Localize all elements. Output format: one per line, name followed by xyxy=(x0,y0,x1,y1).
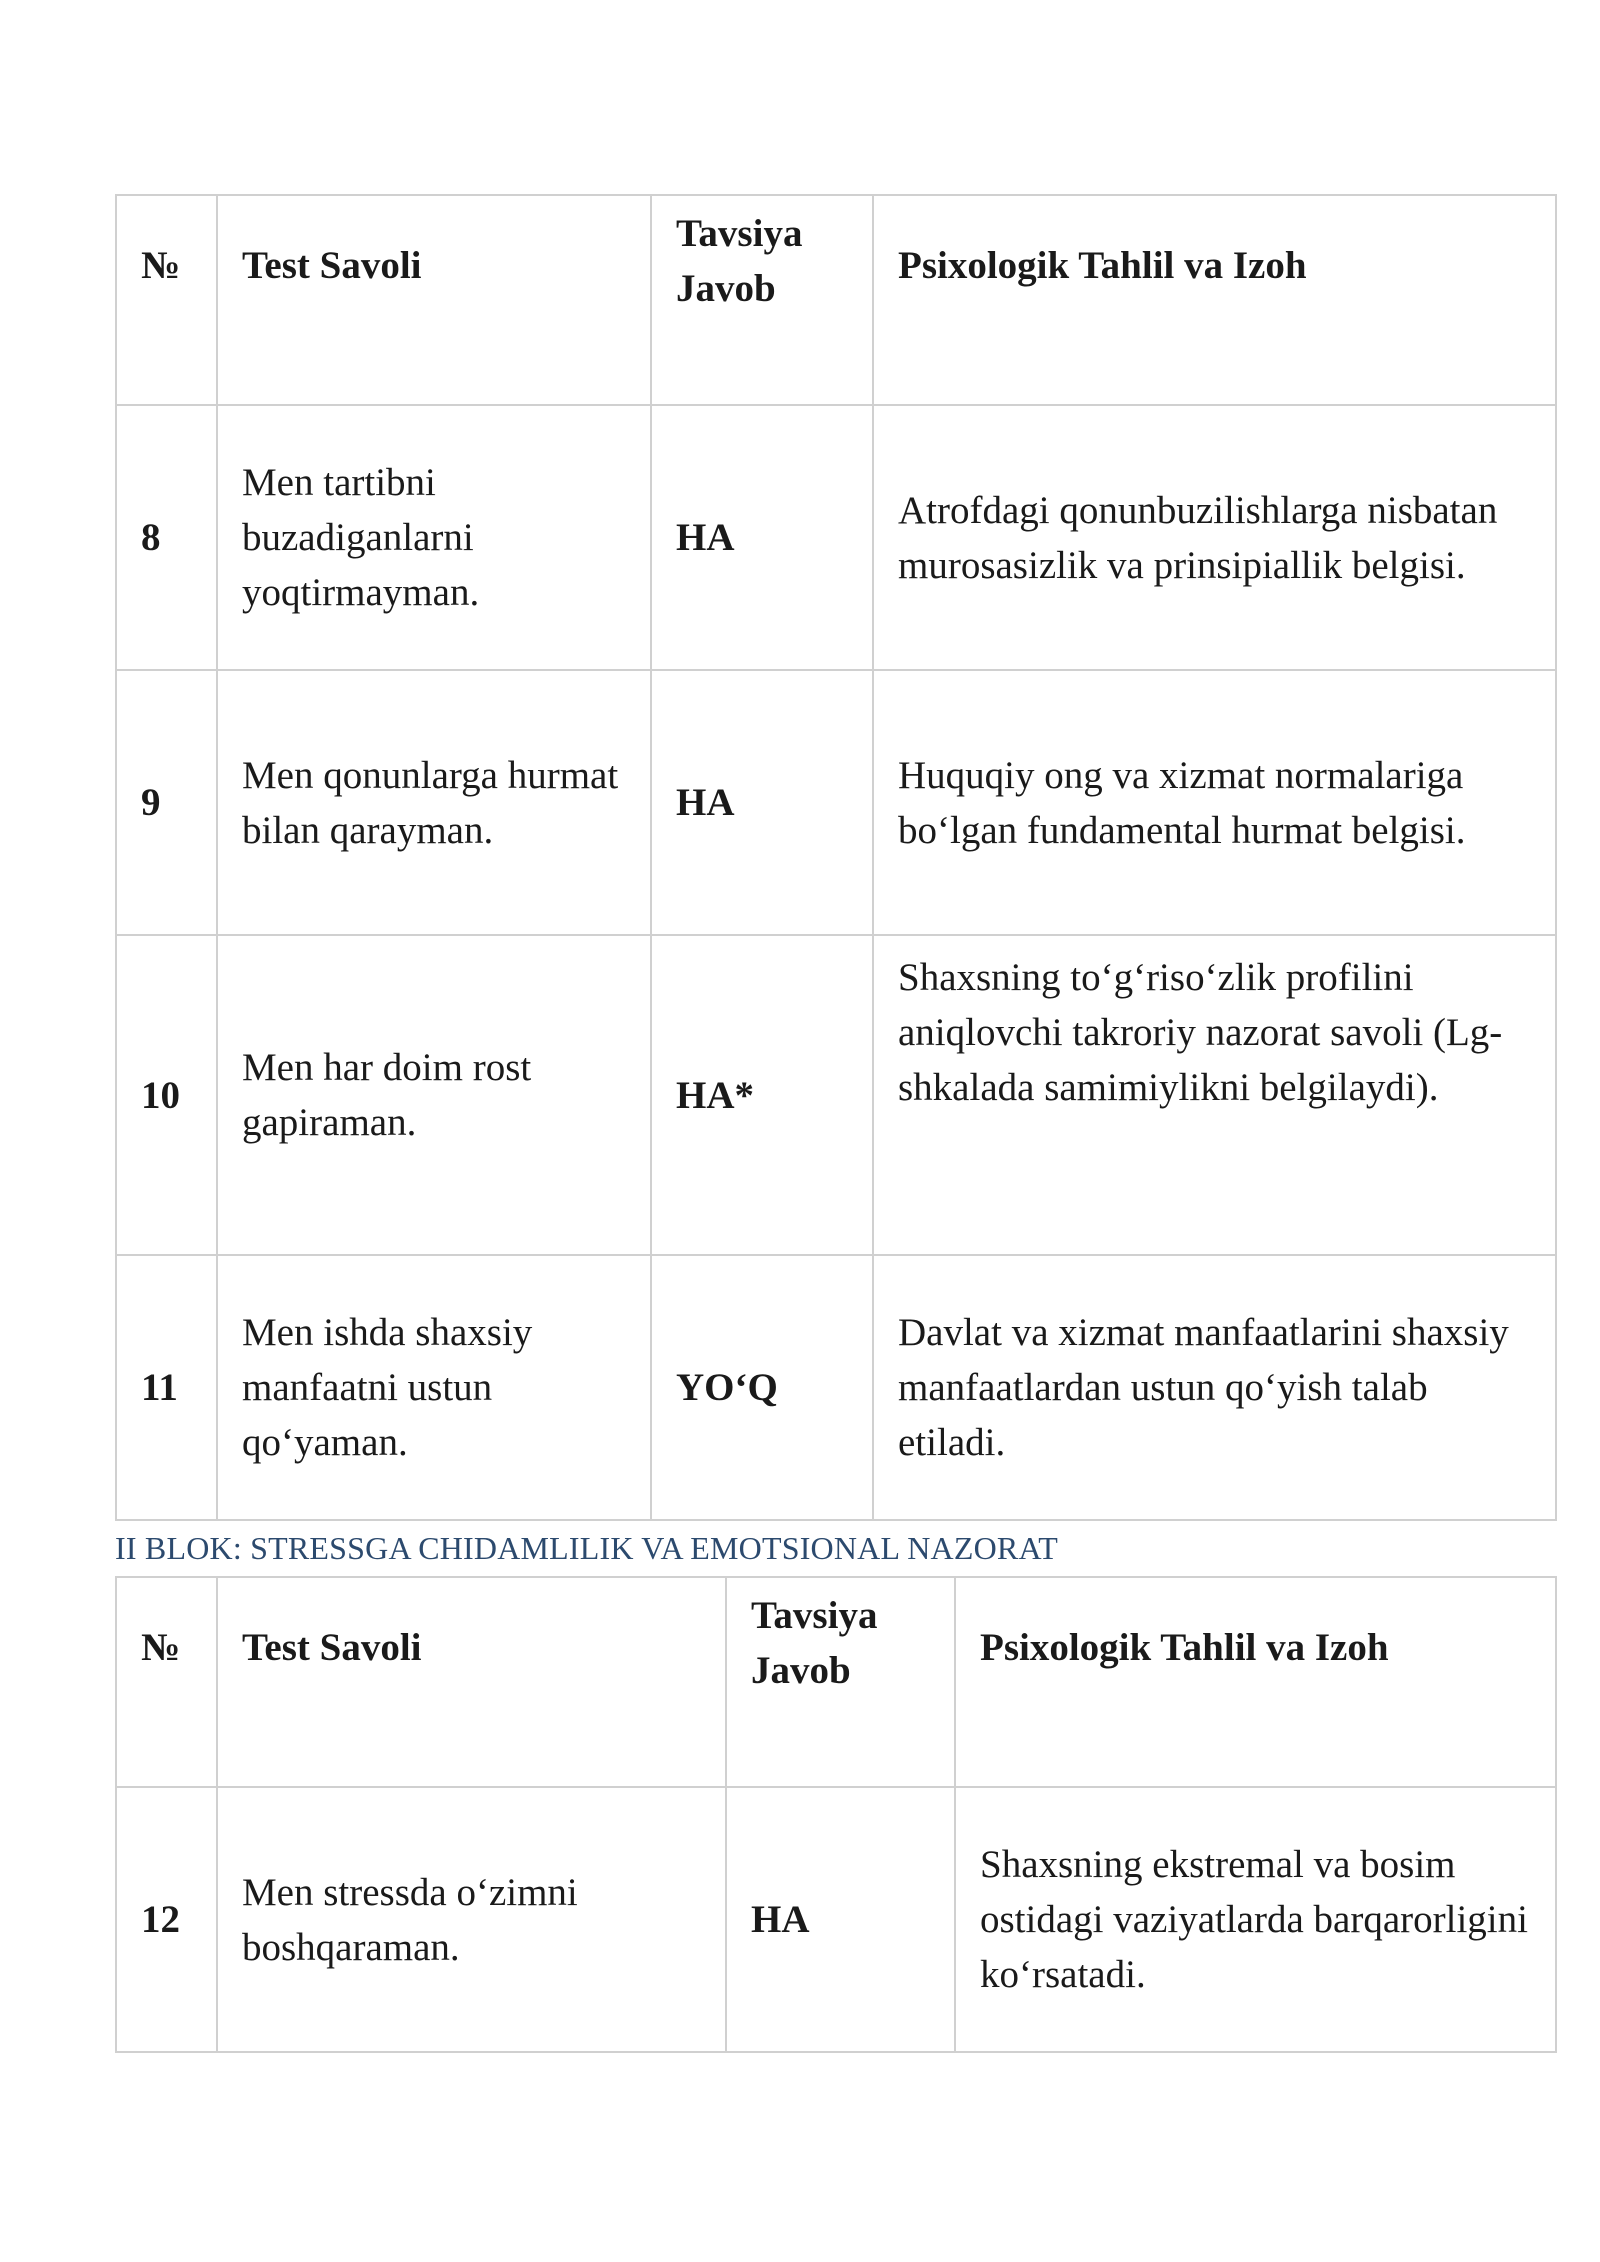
table-row xyxy=(116,935,1556,1255)
row-analysis: Shaxsning to‘g‘riso‘zlik profilini aniqlovchi takroriy nazorat savoli (Lg-shkalada samimiylikni belgilaydi). xyxy=(873,935,1556,1255)
row-question: Men tartibni buzadiganlarni yoqtirmayman. xyxy=(217,405,651,670)
header-analysis: Psixologik Tahlil va Izoh xyxy=(955,1577,1556,1787)
table-header-row xyxy=(116,1577,1556,1787)
header-question: Test Savoli xyxy=(217,195,651,405)
header-answer-line1: Tavsiya xyxy=(751,1594,878,1637)
table-row xyxy=(116,1255,1556,1520)
header-answer-line2: Javob xyxy=(751,1649,851,1692)
row-num: 8 xyxy=(116,405,217,670)
row-analysis: Shaxsning ekstremal va bosim ostidagi vaziyatlarda barqarorligini ko‘rsatadi. xyxy=(955,1787,1556,2052)
table-row xyxy=(116,1787,1556,2052)
header-num: № xyxy=(116,195,217,405)
header-answer xyxy=(651,195,873,405)
row-analysis: Davlat va xizmat manfaatlarini shaxsiy manfaatlardan ustun qo‘yish talab etiladi. xyxy=(873,1255,1556,1520)
row-answer: HA xyxy=(651,405,873,670)
header-num: № xyxy=(116,1577,217,1787)
table-header-row xyxy=(116,195,1556,405)
header-answer-line2: Javob xyxy=(676,267,776,310)
row-question: Men qonunlarga hurmat bilan qarayman. xyxy=(217,670,651,935)
header-answer-line1: Tavsiya xyxy=(676,212,803,255)
header-answer xyxy=(726,1577,955,1787)
row-answer: HA* xyxy=(651,935,873,1255)
row-question: Men har doim rost gapiraman. xyxy=(217,935,651,1255)
table-row xyxy=(116,670,1556,935)
row-answer: HA xyxy=(651,670,873,935)
header-analysis: Psixologik Tahlil va Izoh xyxy=(873,195,1556,405)
row-num: 9 xyxy=(116,670,217,935)
row-analysis: Atrofdagi qonunbuzilishlarga nisbatan murosasizlik va prinsipiallik belgisi. xyxy=(873,405,1556,670)
block-title: II BLOK: STRESSGA CHIDAMLILIK VA EMOTSIONAL NAZORAT xyxy=(115,1530,1058,1566)
row-num: 11 xyxy=(116,1255,217,1520)
row-num: 10 xyxy=(116,935,217,1255)
row-question: Men ishda shaxsiy manfaatni ustun qo‘yaman. xyxy=(217,1255,651,1520)
row-num: 12 xyxy=(116,1787,217,2052)
row-answer: YO‘Q xyxy=(651,1255,873,1520)
row-answer: HA xyxy=(726,1787,955,2052)
test-table-block-2 xyxy=(115,1576,1557,2053)
header-question: Test Savoli xyxy=(217,1577,726,1787)
row-analysis: Huquqiy ong va xizmat normalariga bo‘lgan fundamental hurmat belgisi. xyxy=(873,670,1556,935)
row-question: Men stressda o‘zimni boshqaraman. xyxy=(217,1787,726,2052)
test-table-block-1 xyxy=(115,194,1557,1521)
table-row xyxy=(116,405,1556,670)
